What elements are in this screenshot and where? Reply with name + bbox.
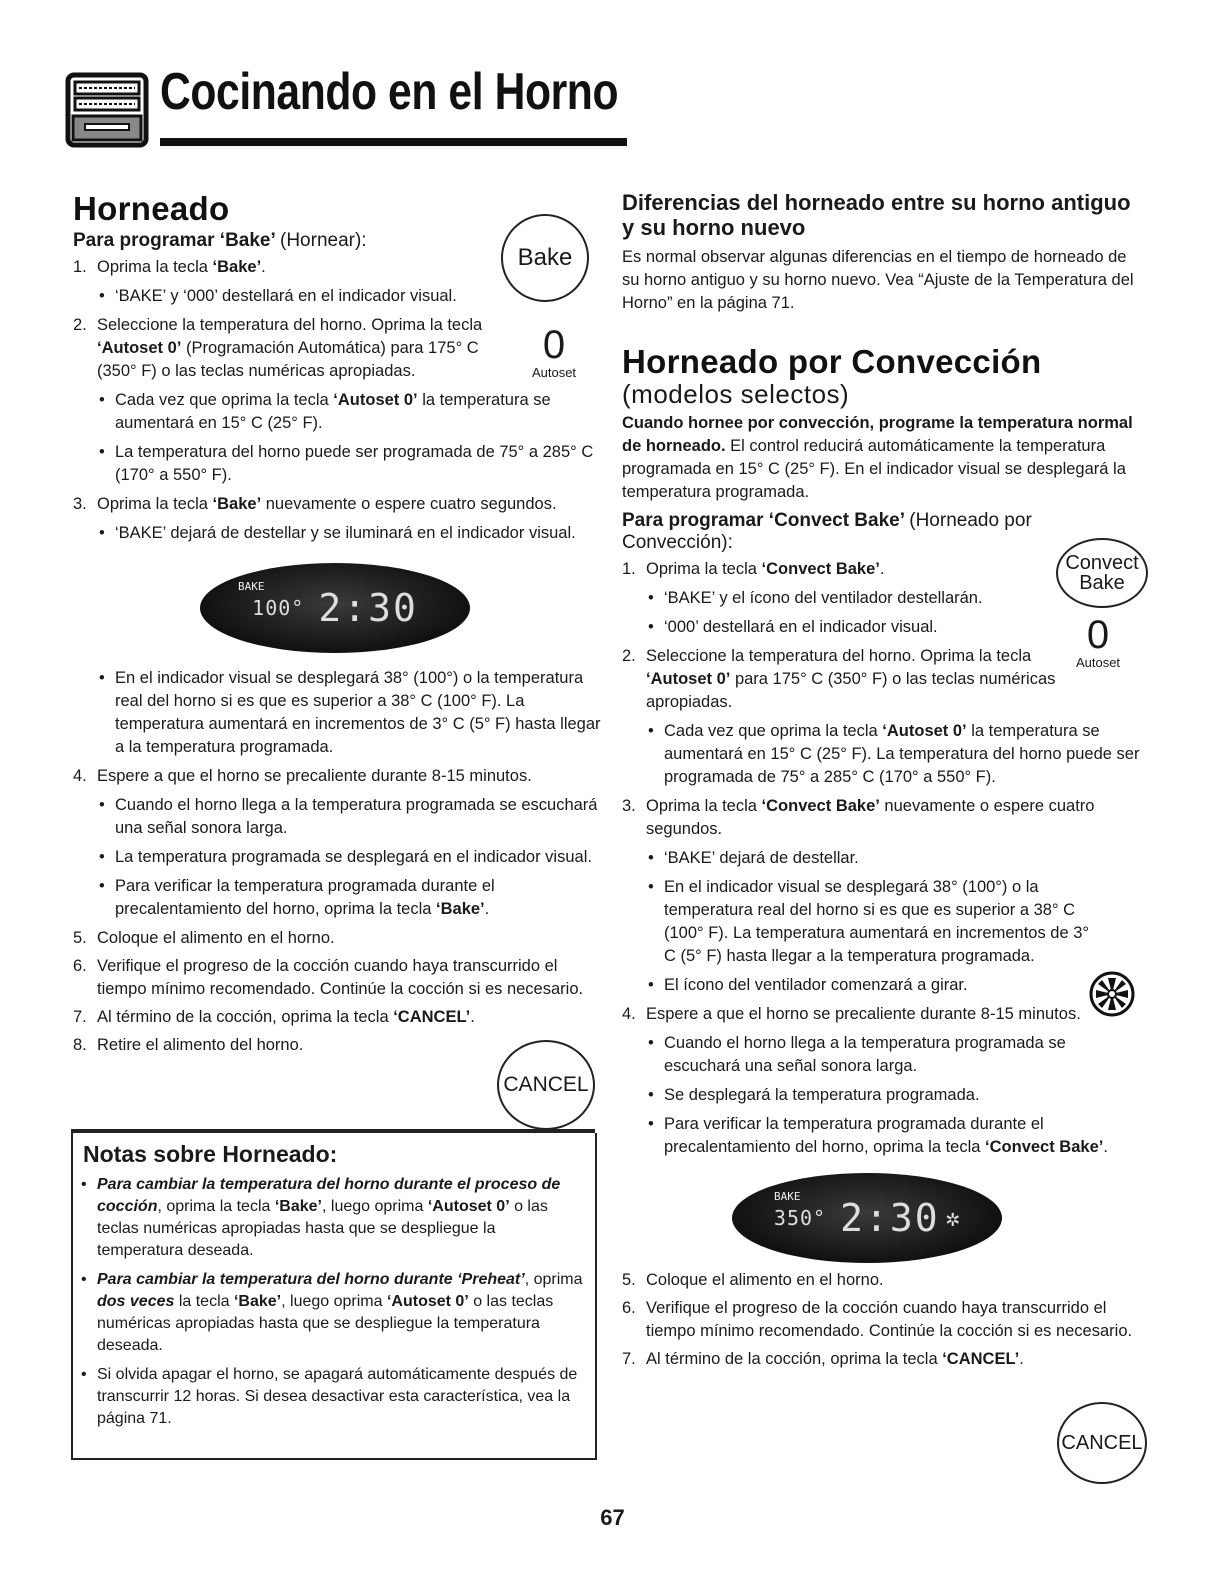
convect-key-label <box>1065 553 1138 593</box>
step-number: 7. <box>73 1008 87 1026</box>
step-text: Espere a que el horno se precaliente durante 8-15 minutos. <box>646 1005 1081 1023</box>
bullet-bold: ‘Autoset 0’ <box>333 391 418 409</box>
step-3 <box>622 795 1142 841</box>
fan-icon: ✲ <box>945 1203 961 1232</box>
step-4 <box>622 1003 1142 1026</box>
bullet: • ‘BAKE’ dejará de destellar. <box>642 847 1142 870</box>
step-text: . <box>1019 1350 1024 1368</box>
step-7 <box>622 1348 1142 1371</box>
step-number: 3. <box>622 797 636 815</box>
display-wrapper <box>622 1165 1142 1269</box>
step-text: Verifique el progreso de la cocción cuando haya transcurrido el tiempo mínimo recomendado. Continúe la cocción si es necesario. <box>646 1299 1133 1340</box>
bullet: • ‘000’ destellará en el indicador visual. <box>642 616 1142 639</box>
step-text: Al término de la cocción, oprima la tecla <box>97 1008 394 1026</box>
autoset-label: Autoset <box>1075 655 1121 670</box>
step-7 <box>73 1006 603 1029</box>
note-bold: ‘Bake’ <box>233 1293 282 1310</box>
step-text: Oprima la tecla <box>646 797 762 815</box>
step-text: Seleccione la temperatura del horno. Oprima la tecla <box>646 647 1032 665</box>
bullet <box>642 720 1142 789</box>
section-heading-horneado: Horneado <box>73 190 230 227</box>
right-column <box>622 190 1142 1376</box>
bullet-bold: ‘Bake’ <box>436 900 485 918</box>
autoset-zero-digit: 0 <box>1086 613 1110 657</box>
step-bold: ‘Bake’ <box>212 258 262 276</box>
step-text: Oprima la tecla <box>97 495 213 513</box>
autoset-zero-digit: 0 <box>542 323 566 367</box>
step-number: 8. <box>73 1036 87 1054</box>
models-note: (modelos selectos) <box>622 379 850 409</box>
step-bold: ‘Convect Bake’ <box>761 560 880 578</box>
note-emphasis: Para cambiar la temperatura del horno durante el proceso de cocción <box>97 1176 561 1215</box>
bullet-text: la temperatura se aumentará en 15° C (25° F). <box>115 391 551 432</box>
convect-bake-key[interactable] <box>1056 538 1148 608</box>
bullet: • La temperatura programada se desplegará en el indicador visual. <box>93 846 603 869</box>
step-5 <box>622 1269 1142 1292</box>
step-text: Coloque el alimento en el horno. <box>97 929 335 947</box>
bullet: • ‘BAKE’ y ‘000’ destellará en el indicador visual. <box>93 285 603 308</box>
subheading-bold: Para programar ‘Convect Bake’ <box>622 510 904 531</box>
note-item <box>79 1174 585 1262</box>
display-time: 2:30 <box>840 1195 940 1240</box>
step-number: 1. <box>622 560 636 578</box>
step-number: 5. <box>622 1271 636 1289</box>
bake-label: Bake <box>1079 572 1125 594</box>
bullet-text: Cada vez que oprima la tecla <box>664 722 883 740</box>
note-bold: ‘Autoset 0’ <box>386 1293 469 1310</box>
step-number: 6. <box>622 1299 636 1317</box>
note-text: o las teclas numéricas apropiadas hasta que se despliegue la temperatura deseada. <box>97 1293 554 1354</box>
step-text: . <box>879 560 885 578</box>
intro-paragraph <box>622 412 1142 504</box>
bullet <box>642 1113 1142 1159</box>
subheading-light: (Horneado por Convección): <box>622 510 1032 553</box>
note-item <box>79 1269 585 1357</box>
note-text: , oprima la tecla <box>157 1198 275 1215</box>
bullet <box>93 875 603 921</box>
display-wrapper <box>73 551 603 661</box>
step-bold: ‘CANCEL’ <box>393 1008 471 1026</box>
note-text: , luego oprima <box>281 1293 387 1310</box>
bullet: • ‘BAKE’ dejará de destellar y se iluminará en el indicador visual. <box>93 522 603 545</box>
bullet: • ‘BAKE’ y el ícono del ventilador destellarán. <box>642 587 1142 610</box>
note-bold: ‘Autoset 0’ <box>427 1198 510 1215</box>
subheading-bold: Para programar ‘Bake’ <box>73 230 275 251</box>
note-emphasis: dos veces <box>97 1293 175 1310</box>
convect-oven-display <box>732 1173 1002 1263</box>
step-3 <box>73 493 603 516</box>
display-bake-tag: BAKE <box>238 580 265 593</box>
oven-display <box>200 563 470 653</box>
subheading-light: (Hornear): <box>280 230 367 251</box>
note-emphasis: Para cambiar la temperatura del horno durante ‘Preheat’ <box>97 1271 525 1288</box>
step-text: . <box>470 1008 475 1026</box>
bullet <box>93 389 603 435</box>
step-text: Oprima la tecla <box>646 560 762 578</box>
step-number: 5. <box>73 929 87 947</box>
step-text: Espere a que el horno se precaliente durante 8-15 minutos. <box>97 767 532 785</box>
step-number: 4. <box>73 767 87 785</box>
notes-box <box>71 1133 597 1460</box>
step-number: 2. <box>622 647 636 665</box>
bullet-bold: ‘Convect Bake’ <box>985 1138 1104 1156</box>
step-text: Coloque el alimento en el horno. <box>646 1271 884 1289</box>
diff-heading: Diferencias del horneado entre su horno antiguo y su horno nuevo <box>622 190 1131 240</box>
step-bold: ‘Bake’ <box>212 495 262 513</box>
step-number: 3. <box>73 495 87 513</box>
step-number: 1. <box>73 258 87 276</box>
bullet: • Cuando el horno llega a la temperatura programada se escuchará una señal sonora larga. <box>642 1032 1142 1078</box>
step-4 <box>73 765 603 788</box>
cancel-key[interactable]: CANCEL <box>1057 1402 1147 1484</box>
step-bold: ‘Autoset 0’ <box>646 670 731 688</box>
bullet: • En el indicador visual se desplegará 38° (100°) o la temperatura real del horno si es que es superior a 38° C (100° F). La temperatura aumentará en incrementos de 3° C (5° F) hasta llegar a la temperatura programada. <box>93 667 603 759</box>
cancel-key[interactable]: CANCEL <box>497 1040 595 1130</box>
page-title: Cocinando en el Horno <box>160 63 619 121</box>
display-temp: 100° <box>252 595 305 620</box>
bake-key[interactable]: Bake <box>501 214 589 302</box>
bullet: • En el indicador visual se desplegará 38° (100°) o la temperatura real del horno si es que es superior a 38° C (100° F). La temperatura aumentará en incrementos de 3° C (5° F) hasta llegar a la temperatura programada. <box>642 876 1104 968</box>
autoset-label: Autoset <box>531 365 577 380</box>
oven-icon <box>65 72 149 148</box>
step-text: Seleccione la temperatura del horno. Oprima la tecla <box>97 316 483 334</box>
step-text: nuevamente o espere cuatro segundos. <box>646 797 1095 838</box>
step-2 <box>73 314 517 383</box>
step-6 <box>73 955 603 1001</box>
bullet: • La temperatura del horno puede ser programada de 75° a 285° C (170° a 550° F). <box>93 441 603 487</box>
step-2 <box>622 645 1076 714</box>
note-text: o las teclas numéricas apropiadas hasta que se despliegue la temperatura deseada. <box>97 1198 548 1259</box>
display-time: 2:30 <box>318 585 418 630</box>
step-text: (Programación Automática) para 175° C (350° F) o las teclas numéricas apropiadas. <box>97 339 479 380</box>
notes-heading: Notas sobre Horneado: <box>83 1141 338 1167</box>
step-number: 4. <box>622 1005 636 1023</box>
convect-label: Convect <box>1065 552 1139 574</box>
page-number: 67 <box>600 1505 625 1530</box>
step-bold: ‘Convect Bake’ <box>761 797 880 815</box>
display-bake-tag: BAKE <box>774 1190 801 1203</box>
note-text: , oprima <box>524 1271 583 1288</box>
title-rule <box>160 138 627 146</box>
convection-heading: Horneado por Convección <box>622 343 1042 380</box>
bullet-text: . <box>484 900 490 918</box>
bullet: • Cuando el horno llega a la temperatura programada se escuchará una señal sonora larga. <box>93 794 603 840</box>
step-5 <box>73 927 603 950</box>
step-text: Retire el alimento del horno. <box>97 1036 304 1054</box>
step-text: nuevamente o espere cuatro segundos. <box>261 495 557 513</box>
bullet-text: Para verificar la temperatura programada durante el precalentamiento del horno, oprima la tecla <box>115 877 495 918</box>
step-text: para 175° C (350° F) o las teclas numéricas apropiadas. <box>646 670 1056 711</box>
note-text: , luego oprima <box>322 1198 428 1215</box>
step-text: Al término de la cocción, oprima la tecla <box>646 1350 943 1368</box>
bullet-text: . <box>1103 1138 1108 1156</box>
intro-text: El control reducirá automáticamente la temperatura programada en 15° C (25° F). En el indicador visual se desplegará la temperatura programada. <box>622 437 1126 501</box>
note-bold: ‘Bake’ <box>274 1198 322 1215</box>
bullet: • Se desplegará la temperatura programada. <box>642 1084 1142 1107</box>
step-text: Verifique el progreso de la cocción cuando haya transcurrido el tiempo mínimo recomendado. Continúe la cocción si es necesario. <box>97 957 584 998</box>
step-number: 7. <box>622 1350 636 1368</box>
bullet-text: Cada vez que oprima la tecla <box>115 391 334 409</box>
subheading-convect <box>622 510 1042 554</box>
step-text: Oprima la tecla <box>97 258 213 276</box>
step-text: . <box>261 258 266 276</box>
display-temp: 350° <box>773 1205 827 1230</box>
step-bold: ‘CANCEL’ <box>942 1350 1020 1368</box>
note-item: • Si olvida apagar el horno, se apagará automáticamente después de transcurrir 12 horas. Si desea desactivar esta característica, vea la página 71. <box>79 1364 585 1430</box>
autoset-zero-key[interactable] <box>1063 615 1133 670</box>
autoset-zero-key[interactable] <box>520 325 588 380</box>
bullet-text: Para verificar la temperatura programada durante el precalentamiento del horno, oprima la tecla <box>664 1115 1044 1156</box>
fan-icon <box>1088 970 1136 1018</box>
bullet: • El ícono del ventilador comenzará a girar. <box>642 974 1142 997</box>
bullet-bold: ‘Autoset 0’ <box>882 722 967 740</box>
bullet-text: la temperatura se aumentará en 15° C (25° F). La temperatura del horno puede ser programada de 75° a 285° C (170° a 550° F). <box>664 722 1140 786</box>
diff-text: Es normal observar algunas diferencias en el tiempo de horneado de su horno antiguo y su horno nuevo. Vea “Ajuste de la Temperatura del Horno” en la página 71. <box>622 248 1134 312</box>
note-text: la tecla <box>174 1293 234 1310</box>
step-6 <box>622 1297 1142 1343</box>
intro-bold: Cuando hornee por convección, programe la temperatura normal de horneado. <box>622 414 1133 455</box>
left-column <box>73 190 603 1062</box>
step-number: 2. <box>73 316 87 334</box>
step-number: 6. <box>73 957 87 975</box>
step-bold: ‘Autoset 0’ <box>97 339 182 357</box>
